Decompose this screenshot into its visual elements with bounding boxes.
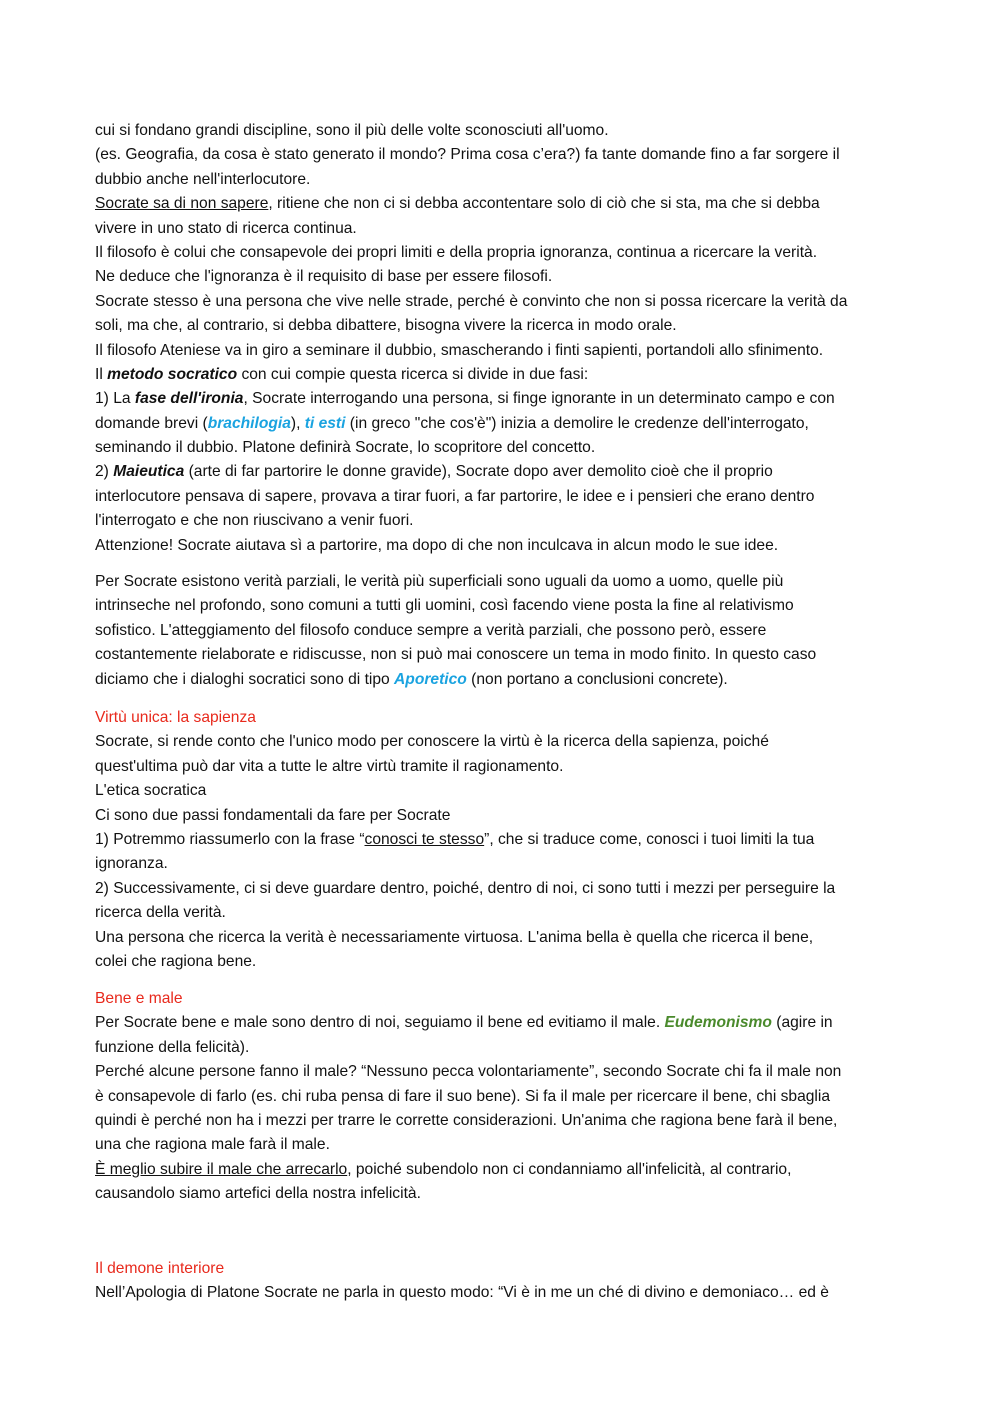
- text-run: diciamo che i dialoghi socratici sono di tipo: [95, 670, 395, 688]
- paragraph-line: [95, 668, 915, 692]
- paragraph-line: Il filosofo è colui che consapevole dei propri limiti e della propria ignoranza, continua a ricercare la verità.: [95, 243, 818, 261]
- paragraph-line: cui si fondano grandi discipline, sono il più delle volte sconosciuti all'uomo.: [95, 122, 609, 139]
- paragraph-line: [95, 192, 915, 216]
- paragraph-line: Per Socrate esistono verità parziali, le verità più superficiali sono uguali da uomo a uomo, quelle più: [95, 573, 784, 590]
- paragraph-line: l'interrogato e che non riuscivano a venir fuori.: [95, 512, 414, 530]
- paragraph-line: Socrate stesso è una persona che vive nelle strade, perché è convinto che non si possa ricercare la verità da: [95, 292, 848, 310]
- paragraph-line: [95, 387, 915, 411]
- paragraph-line: Ne deduce che l'ignoranza è il requisito di base per essere filosofi.: [95, 268, 553, 286]
- paragraph-line: Nell’Apologia di Platone Socrate ne parla in questo modo: “Vi è in me un ché di divino e demoniaco… ed è: [95, 1284, 829, 1302]
- paragraph-line: colei che ragiona bene.: [95, 952, 257, 970]
- underlined-phrase: È meglio subire il male che arrecarlo: [95, 1160, 348, 1178]
- paragraph-line: causandolo siamo artefici della nostra infelicità.: [95, 1185, 421, 1203]
- paragraph-line: Il filosofo Ateniese va in giro a seminare il dubbio, smascherando i finti sapienti, portandoli allo sfinimento.: [95, 341, 824, 359]
- paragraph-line: una che ragiona male farà il male.: [95, 1136, 330, 1154]
- section-heading: Il demone interiore: [95, 1260, 225, 1277]
- paragraph-line: Perché alcune persone fanno il male? “Nessuno pecca volontariamente”, secondo Socrate chi fa il male non: [95, 1063, 842, 1081]
- text-run: ),: [290, 414, 305, 432]
- text-run: Il: [95, 365, 108, 383]
- paragraph-line: intrinseche nel profondo, sono comuni a tutti gli uomini, così facendo viene posta la fine al relativismo: [95, 597, 794, 615]
- paragraph-line: interlocutore pensava di sapere, provava a tirar fuori, a far partorire, le idee e i pensieri che erano dentro: [95, 487, 815, 505]
- paragraph-line: [95, 1011, 915, 1035]
- text-run: 1) Potremmo riassumerlo con la frase “: [95, 830, 365, 848]
- term-maieutica: Maieutica: [113, 463, 185, 481]
- paragraph-line: [95, 363, 915, 387]
- text-run: 2): [95, 463, 114, 481]
- text-run: (in greco "che cos'è") inizia a demolire le credenze dell'interrogato,: [345, 414, 809, 432]
- text-run: domande brevi (: [95, 414, 208, 432]
- text-run: , Socrate interrogando una persona, si finge ignorante in un determinato campo e con: [243, 390, 835, 408]
- text-run: , poiché subendolo non ci condanniamo all'infelicità, al contrario,: [347, 1160, 792, 1178]
- paragraph-line: soli, ma che, al contrario, si debba dibattere, bisogna vivere la ricerca in modo orale.: [95, 317, 677, 335]
- paragraph-line: quindi è perché non ha i mezzi per trarre le corrette considerazioni. Un'anima che ragiona bene farà il bene,: [95, 1111, 838, 1129]
- term-aporetico: Aporetico: [394, 670, 467, 688]
- paragraph-line: dubbio anche nell'interlocutore.: [95, 170, 311, 188]
- paragraph-line: funzione della felicità).: [95, 1038, 250, 1056]
- text-run: (arte di far partorire le donne gravide), Socrate dopo aver demolito cioè che il proprio: [184, 463, 773, 481]
- paragraph-line: 2) Successivamente, ci si deve guardare dentro, poiché, dentro di noi, ci sono tutti i mezzi per perseguire la: [95, 879, 836, 897]
- text-run: con cui compie questa ricerca si divide in due fasi:: [237, 365, 589, 383]
- paragraph-line: [95, 828, 915, 852]
- paragraph-line: ricerca della verità.: [95, 904, 226, 922]
- underlined-phrase: Socrate sa di non sapere: [95, 195, 269, 213]
- text-run: 1) La: [95, 390, 135, 408]
- bene-section: [95, 987, 915, 1207]
- paragraph-line: (es. Geografia, da cosa è stato generato il mondo? Prima cosa c’era?) fa tante domande fino a far sorgere il: [95, 146, 840, 164]
- paragraph-line: L'etica socratica: [95, 782, 207, 800]
- paragraph-line: ignoranza.: [95, 855, 168, 873]
- term-brachilogia: brachilogia: [207, 414, 291, 432]
- paragraph-line: costantemente rielaborate e ridiscusse, non si può mai conoscere un tema in modo finito. In questo caso: [95, 646, 817, 664]
- section-heading: Bene e male: [95, 990, 183, 1007]
- text-run: (agire in: [771, 1014, 833, 1032]
- paragraph-line: Socrate, si rende conto che l'unico modo per conoscere la virtù è la ricerca della sapienza, poiché: [95, 733, 769, 751]
- paragraph-line: è consapevole di farlo (es. chi ruba pensa di fare il suo bene). Si fa il male per ricercare il bene, chi sbaglia: [95, 1087, 831, 1105]
- term-fase-ironia: fase dell'ironia: [134, 390, 244, 408]
- intro-section: [95, 119, 915, 558]
- paragraph-line: [95, 1158, 915, 1182]
- text-run: (non portano a conclusioni concrete).: [466, 670, 728, 688]
- paragraph-line: sofistico. L'atteggiamento del filosofo conduce sempre a verità parziali, che possono però, essere: [95, 621, 767, 639]
- term-ti-esti: ti esti: [304, 414, 346, 432]
- paragraph-line: [95, 412, 915, 436]
- virtu-section: [95, 706, 915, 974]
- verita-section: [95, 570, 915, 692]
- text-run: Per Socrate bene e male sono dentro di noi, seguiamo il bene ed evitiamo il male.: [95, 1014, 665, 1032]
- paragraph-line: vivere in uno stato di ricerca continua.: [95, 219, 357, 237]
- paragraph-line: [95, 460, 915, 484]
- paragraph-line: quest'ultima può dar vita a tutte le altre virtù tramite il ragionamento.: [95, 757, 564, 775]
- term-eudemonismo: Eudemonismo: [664, 1014, 772, 1032]
- underlined-phrase: conosci te stesso: [364, 830, 485, 848]
- text-run: ”, che si traduce come, conosci i tuoi limiti la tua: [484, 830, 815, 848]
- paragraph-line: Attenzione! Socrate aiutava sì a partorire, ma dopo di che non inculcava in alcun modo le sue idee.: [95, 536, 779, 554]
- paragraph-line: Ci sono due passi fondamentali da fare per Socrate: [95, 806, 451, 824]
- term-metodo-socratico: metodo socratico: [107, 365, 238, 383]
- section-heading: Virtù unica: la sapienza: [95, 709, 256, 726]
- paragraph-line: Una persona che ricerca la verità è necessariamente virtuosa. L'anima bella è quella che ricerca il bene,: [95, 928, 814, 946]
- text-run: , ritiene che non ci si debba accontentare solo di ciò che si sta, ma che si debba: [268, 195, 820, 213]
- paragraph-line: seminando il dubbio. Platone definirà Socrate, lo scopritore del concetto.: [95, 439, 596, 457]
- demone-section: [95, 1257, 915, 1306]
